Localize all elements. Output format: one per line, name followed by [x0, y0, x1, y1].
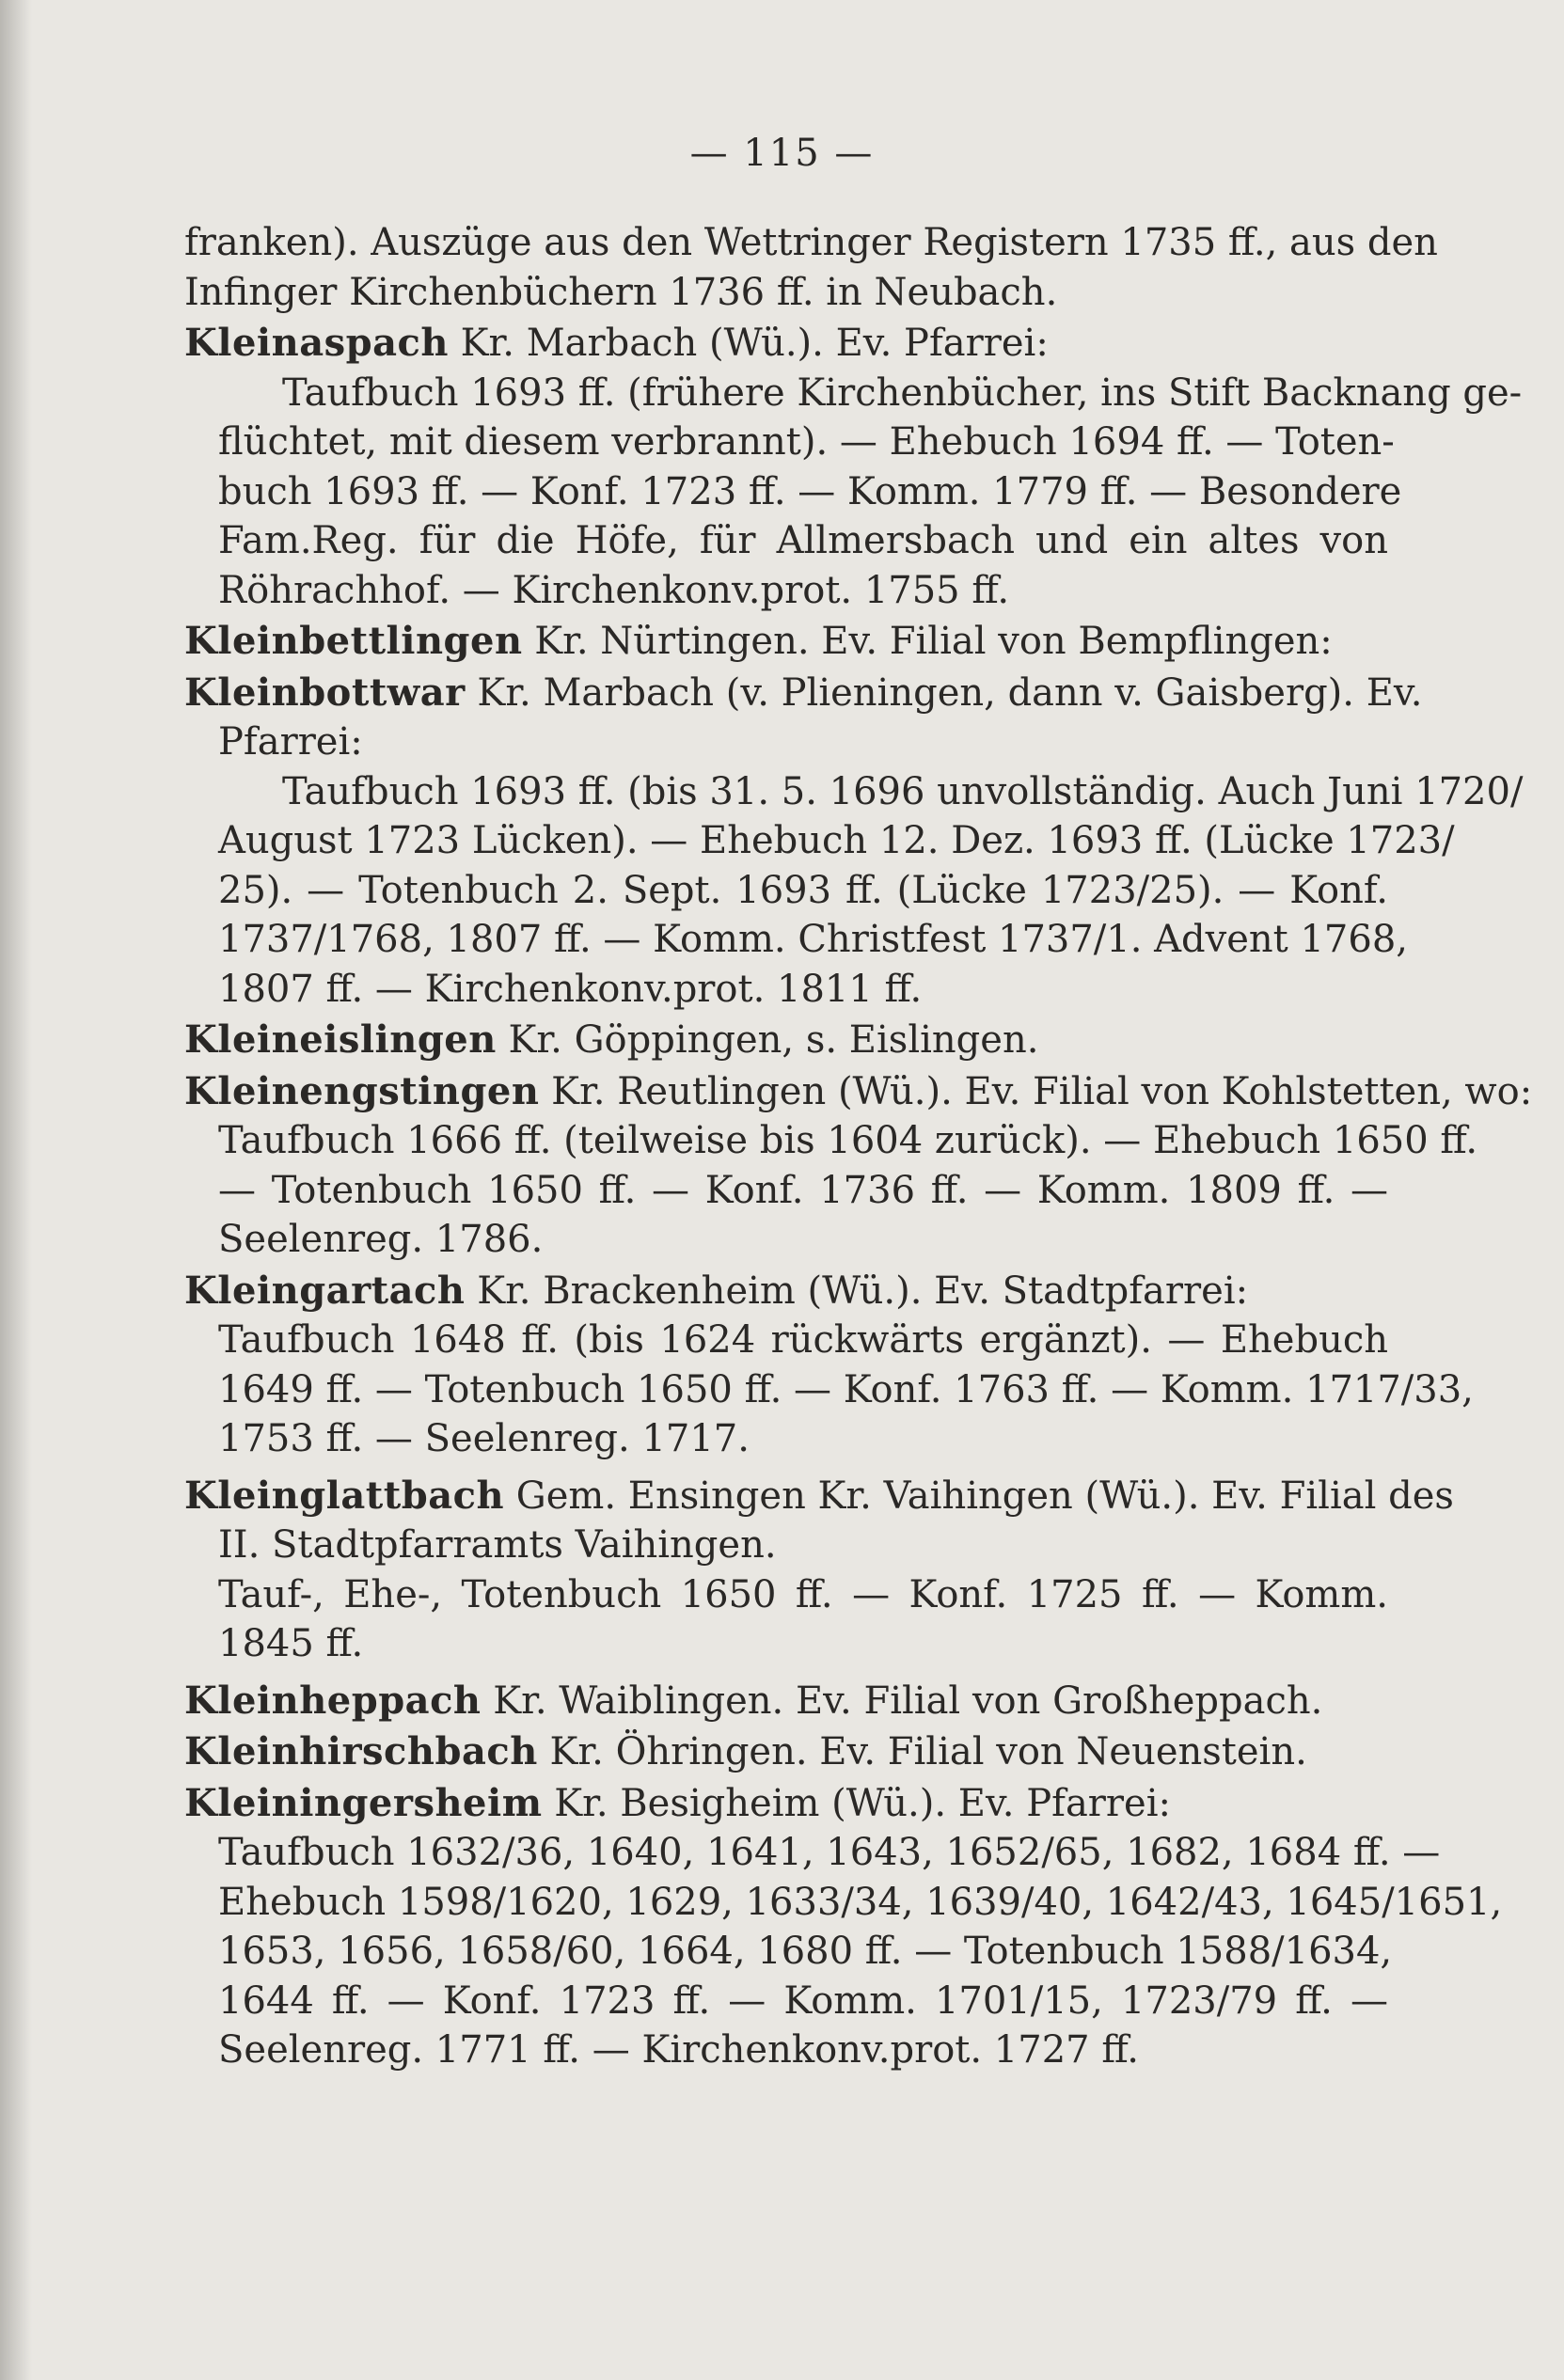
continuation-entry — [184, 218, 1438, 317]
entry-headword: Kleinhirschbach — [184, 1729, 538, 1773]
text-line: 25). — Totenbuch 2. Sept. 1693 ff. (Lücke 1723/25). — Konf. — [218, 868, 1388, 912]
entry-headword: Kleingartach — [184, 1268, 466, 1313]
entry-first-line: Kr. Brackenheim (Wü.). Ev. Stadtpfarrei: — [465, 1269, 1249, 1313]
entry-kleinhirschbach — [184, 1727, 1388, 1777]
entry-first-line: Kr. Öhringen. Ev. Filial von Neuenstein. — [537, 1730, 1307, 1773]
entry-first-line: Kr. Reutlingen (Wü.). Ev. Filial von Kohlstetten, wo: — [539, 1069, 1533, 1113]
entry-first-line: Kr. Marbach (Wü.). Ev. Pfarrei: — [448, 322, 1049, 365]
entry-headword: Kleinheppach — [184, 1678, 482, 1723]
text-line: buch 1693 ff. — Konf. 1723 ff. — Komm. 1779 ff. — Besondere — [218, 469, 1402, 513]
entry-first-line: Kr. Besigheim (Wü.). Ev. Pfarrei: — [542, 1781, 1171, 1825]
entry-kleinheppach — [184, 1677, 1388, 1726]
entry-kleingartach — [184, 1267, 1474, 1464]
entry-kleinglattbach — [184, 1472, 1454, 1669]
entry-headword: Kleiningersheim — [184, 1780, 543, 1825]
text-line: Fam.Reg. für die Höfe, für Allmersbach und ein altes von — [218, 519, 1388, 562]
entry-continuation-line: Pfarrei: — [218, 720, 363, 764]
entry-first-line: Kr. Göppingen, s. Eislingen. — [496, 1018, 1039, 1062]
entry-kleinaspach — [184, 319, 1523, 615]
register-text — [184, 218, 1533, 2077]
entry-headword: Kleinaspach — [184, 321, 449, 365]
text-line: Tauf-, Ehe-, Totenbuch 1650 ff. — Konf. 1725 ff. — Komm. — [218, 1572, 1388, 1616]
text-line: Taufbuch 1632/36, 1640, 1641, 1643, 1652/65, 1682, 1684 ff. — — [218, 1831, 1441, 1874]
text-line: Taufbuch 1693 ff. (frühere Kirchenbücher, ins Stift Backnang ge- — [282, 370, 1523, 415]
entry-first-line: Kr. Nürtingen. Ev. Filial von Bempflingen: — [522, 620, 1333, 663]
entry-headword: Kleinbettlingen — [184, 619, 523, 663]
entry-first-line: Gem. Ensingen Kr. Vaihingen (Wü.). Ev. Filial des — [504, 1474, 1454, 1518]
entry-headword: Kleineislingen — [184, 1017, 497, 1062]
text-line: Seelenreg. 1786. — [218, 1218, 544, 1261]
entry-first-line: Kr. Marbach (v. Plieningen, dann v. Gaisberg). Ev. — [465, 670, 1423, 715]
page-number: — 115 — — [689, 132, 875, 175]
text-line: Taufbuch 1648 ff. (bis 1624 rückwärts ergänzt). — Ehebuch — [218, 1318, 1388, 1362]
entry-headword: Kleinengstingen — [184, 1068, 540, 1113]
entry-continuation-line: II. Stadtpfarramts Vaihingen. — [218, 1523, 777, 1567]
text-line: — Totenbuch 1650 ff. — Konf. 1736 ff. — Komm. 1809 ff. — — [218, 1168, 1388, 1212]
entry-headword: Kleinbottwar — [184, 670, 466, 715]
text-line: flüchtet, mit diesem verbrannt). — Ehebuch 1694 ff. — Toten- — [218, 420, 1395, 464]
text-line: 1653, 1656, 1658/60, 1664, 1680 ff. — Totenbuch 1588/1634, — [218, 1930, 1393, 1973]
entry-kleinengstingen — [184, 1067, 1533, 1265]
text-line: 1644 ff. — Konf. 1723 ff. — Komm. 1701/15, 1723/79 ff. — — [218, 1978, 1388, 2023]
entry-kleineislingen — [184, 1016, 1388, 1065]
book-binding-shadow — [0, 0, 32, 2380]
text-line: Infinger Kirchenbüchern 1736 ff. in Neubach. — [184, 270, 1058, 314]
entry-kleinbottwar — [184, 669, 1524, 1015]
text-line: 1737/1768, 1807 ff. — Komm. Christfest 1737/1. Advent 1768, — [218, 918, 1408, 961]
entry-headword: Kleinglattbach — [184, 1473, 505, 1518]
text-line: Ehebuch 1598/1620, 1629, 1633/34, 1639/40, 1642/43, 1645/1651, — [218, 1880, 1503, 1924]
text-line: Röhrachhof. — Kirchenkonv.prot. 1755 ff. — [218, 568, 1010, 612]
entry-kleiningersheim — [184, 1779, 1503, 2075]
text-line: 1845 ff. — [218, 1622, 364, 1665]
text-line: Seelenreg. 1771 ff. — Kirchenkonv.prot. 1727 ff. — [218, 2028, 1140, 2072]
entry-kleinbettlingen — [184, 617, 1388, 667]
text-line: 1753 ff. — Seelenreg. 1717. — [218, 1417, 750, 1460]
text-line: Taufbuch 1666 ff. (teilweise bis 1604 zurück). — Ehebuch 1650 ff. — [218, 1119, 1478, 1162]
text-line: 1649 ff. — Totenbuch 1650 ff. — Konf. 1763 ff. — Komm. 1717/33, — [218, 1367, 1474, 1411]
text-line: franken). Auszüge aus den Wettringer Registern 1735 ff., aus den — [184, 221, 1438, 264]
text-line: 1807 ff. — Kirchenkonv.prot. 1811 ff. — [218, 967, 923, 1011]
entry-first-line: Kr. Waiblingen. Ev. Filial von Großheppach. — [481, 1679, 1323, 1723]
text-line: Taufbuch 1693 ff. (bis 31. 5. 1696 unvollständig. Auch Juni 1720/ — [282, 769, 1524, 813]
text-line: August 1723 Lücken). — Ehebuch 12. Dez. 1693 ff. (Lücke 1723/ — [218, 819, 1455, 862]
